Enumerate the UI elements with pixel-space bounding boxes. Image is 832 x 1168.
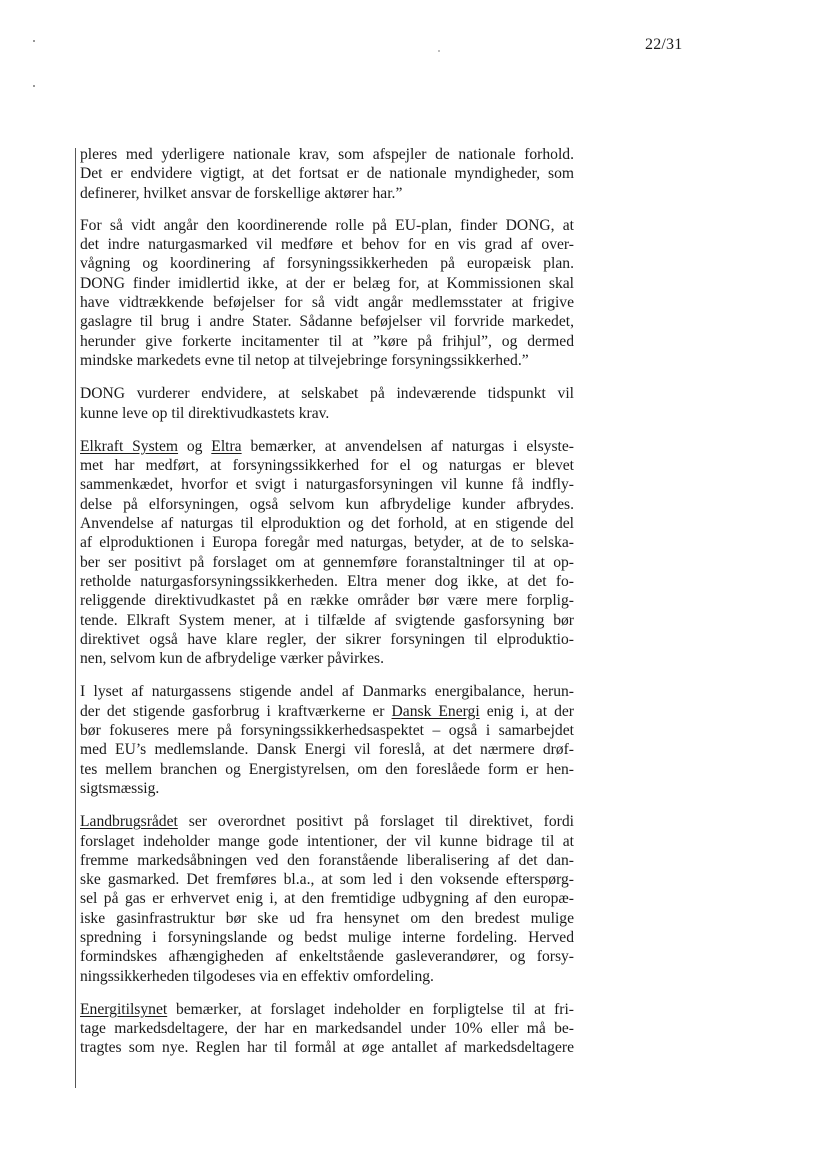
text-line: forslaget indeholder mange gode intentioner, der vil kunne bidrage til at: [80, 832, 574, 850]
text-line: sammenkædet, hvorfor et svigt i naturgasforsyningen vil kunne få indfly-: [80, 476, 574, 494]
text-line: tragtes som nye. Reglen har til formål at øge antallet af markedsdeltagere: [80, 1039, 574, 1057]
text-line: DONG vurderer endvidere, at selskabet på indeværende tidspunkt vil: [80, 385, 574, 403]
scan-speck: [33, 40, 35, 42]
text-line: Anvendelse af naturgas til elproduktion og det forhold, at en stigende del: [80, 515, 574, 533]
text-line: mindske markedets evne til netop at tilvejebringe forsyningssikkerhed.”: [80, 351, 529, 369]
text-line: delse på elforsyningen, også selvom kun afbrydelige kunder afbrydes.: [80, 495, 574, 513]
text-line: med EU’s medlemslande. Dansk Energi vil foreslå, at det nærmere drøf-: [80, 741, 574, 759]
text-line: [80, 702, 574, 721]
text-line: [80, 437, 574, 456]
text-line: af elproduktionen i Europa foregår med naturgas, betyder, at de to selska-: [80, 534, 574, 552]
text-line: vågning og koordinering af forsyningssikkerheden på europæisk plan.: [80, 255, 574, 273]
text-line: pleres med yderligere nationale krav, som afspejler de nationale forhold.: [80, 146, 574, 163]
text-line: ber ser positivt på forslaget om at gennemføre foranstaltninger til at op-: [80, 553, 574, 571]
text-fragment: bemærker, at anvendelsen af naturgas i elsyste-: [241, 437, 574, 455]
text-line: herunder give forkerte incitamenter til at ”køre på frihjul”, og dermed: [80, 332, 574, 350]
text-line: direktivet også have klare regler, der sikrer forsyningen til elproduktio-: [80, 630, 574, 648]
org-name-energitilsynet: Energitilsynet: [80, 1000, 168, 1018]
text-line: sel på gas er erhvervet enig i, at den fremtidige udbygning af den europæ-: [80, 890, 574, 908]
text-line: det indre naturgasmarked vil medføre et behov for en vis grad af over-: [80, 236, 574, 254]
text-line: met har medført, at forsyningssikkerhed for el og naturgas er blevet: [80, 457, 574, 475]
text-line: For så vidt angår den koordinerende rolle på EU-plan, finder DONG, at: [80, 216, 574, 234]
page-number: 22/31: [645, 36, 683, 53]
text-fragment: ser overordnet positivt på forslaget til direktivet, fordi: [177, 813, 574, 831]
text-line: definerer, hvilket ansvar de forskellige aktører har.”: [80, 184, 403, 202]
paragraph-dong-coordination: [80, 216, 574, 370]
paragraph-dong-quote-end: [80, 145, 574, 203]
paragraph-elkraft-eltra: [80, 437, 574, 669]
text-line: retholde naturgasforsyningssikkerheden. Eltra mener dog ikke, at det fo-: [80, 572, 574, 590]
document-body: [80, 145, 574, 1072]
text-line: tende. Elkraft System mener, at i tilfælde af svigtende gasforsyning bør: [80, 611, 574, 629]
scan-speck: [33, 85, 35, 87]
margin-bar: [75, 148, 76, 1088]
text-line: fremme markedsåbningen ved den foranstående liberalisering af det dan-: [80, 851, 574, 869]
text-line: tes mellem branchen og Energistyrelsen, om den foreslåede form er hen-: [80, 760, 574, 778]
text-line: kunne leve op til direktivudkastets krav.: [80, 404, 330, 422]
text-line: sigtsmæssig.: [80, 779, 160, 797]
text-fragment: bemærker, at forslaget indeholder en forpligtelse til at fri-: [167, 1000, 574, 1018]
text-line: have vidtrækkende beføjelser for så vidt angår medlemsstater at frigive: [80, 294, 574, 312]
org-name-landbrugsraadet: Landbrugsrådet: [80, 813, 178, 831]
text-fragment: der det stigende gasforbrug i kraftværkerne er: [80, 702, 392, 720]
text-fragment: og: [178, 437, 212, 455]
text-line: bør fokuseres mere på forsyningssikkerhedsaspektet – også i samarbejdet: [80, 722, 574, 740]
paragraph-landbrugsraadet: [80, 812, 574, 986]
text-line: spredning i forsyningslande og bedst mulige interne fordeling. Herved: [80, 928, 574, 946]
text-line: [80, 1000, 574, 1019]
paragraph-energitilsynet: [80, 1000, 574, 1058]
text-line: formindskes afhængigheden af enkeltstående gasleverandører, og forsy-: [80, 948, 574, 966]
org-name-dansk-energi: Dansk Energi: [391, 702, 480, 720]
text-line: I lyset af naturgassens stigende andel af Danmarks energibalance, herun-: [80, 683, 574, 701]
text-line: [80, 812, 574, 831]
text-line: DONG finder imidlertid ikke, at der er belæg for, at Kommissionen skal: [80, 274, 574, 292]
text-line: iske gasinfrastruktur bør ske ud fra hensynet om den bredest mulige: [80, 909, 574, 927]
text-line: nen, selvom kun de afbrydelige værker påvirkes.: [80, 650, 384, 668]
text-line: tage markedsdeltagere, der har en markedsandel under 10% eller må be-: [80, 1020, 574, 1038]
text-line: gaslagre til brug i andre Stater. Sådanne beføjelser vil forvride markedet,: [80, 313, 574, 331]
paragraph-dansk-energi: [80, 682, 574, 798]
scan-speck: [438, 50, 440, 52]
text-fragment: enig i, at der: [479, 702, 574, 720]
text-line: ske gasmarked. Det fremføres bl.a., at som led i den voksende efterspørg-: [80, 871, 574, 889]
org-name-eltra: Eltra: [211, 437, 242, 455]
org-name-elkraft-system: Elkraft System: [80, 437, 179, 455]
text-line: Det er endvidere vigtigt, at det fortsat er de nationale myndigheder, som: [80, 165, 574, 183]
text-line: religgende direktivudkastet på en række områder bør være mere forplig-: [80, 592, 574, 610]
paragraph-dong-assessment: [80, 384, 574, 423]
text-line: ningssikkerheden tilgodeses via en effektiv omfordeling.: [80, 967, 434, 985]
